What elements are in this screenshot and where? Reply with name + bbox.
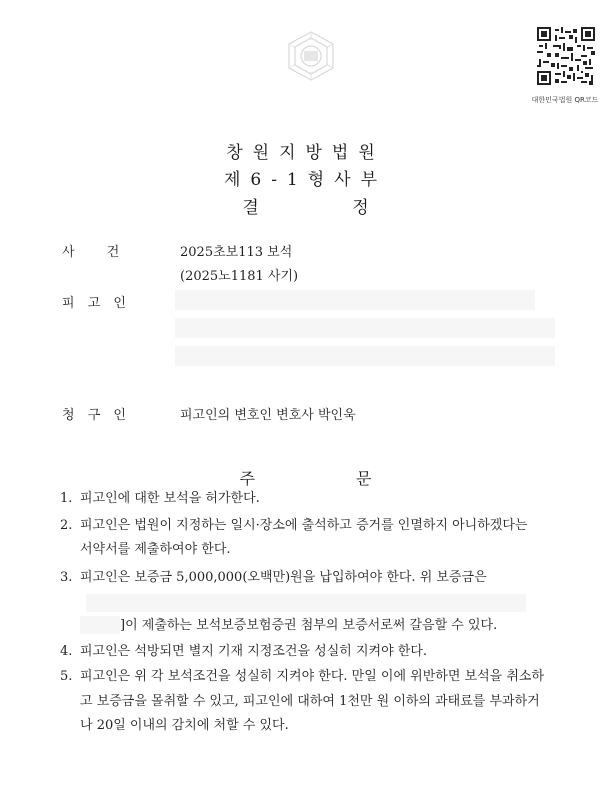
division-name: 제6-1형사부 <box>223 170 388 190</box>
order-item-text: 피고인은 석방되면 별지 기재 지정조건을 성실히 지켜야 한다. <box>80 644 428 659</box>
redacted-defendant-name <box>175 290 535 310</box>
order-item-number: 4. <box>60 644 73 659</box>
order-item-number: 1. <box>60 491 73 506</box>
order-item-text: 피고인에 대한 보석을 허가한다. <box>80 491 260 506</box>
redacted-guarantor-name <box>80 616 120 634</box>
order-item-2-continuation: 서약서를 제출하여야 한다. <box>80 542 231 557</box>
case-label: 사 건 <box>62 245 120 260</box>
court-seal-icon <box>283 28 339 84</box>
redacted-guarantor <box>86 594 526 612</box>
order-item-3-continuation: ]이 제출하는 보석보증보험증권 첨부의 보증서로써 갈음할 수 있다. <box>120 618 498 633</box>
related-case: (2025노1181 사기) <box>180 269 299 284</box>
order-item-3 <box>60 566 487 589</box>
qr-code-icon <box>537 27 595 85</box>
order-item-2 <box>60 514 527 537</box>
applicant-label: 청 구 인 <box>62 408 126 423</box>
order-item-5 <box>60 665 544 688</box>
order-item-text: 피고인은 위 각 보석조건을 성실히 지켜야 한다. 만일 이에 위반하면 보석을 취소하 <box>80 669 545 684</box>
order-item-5-continuation-1: 고 보증금을 몰취할 수 있고, 피고인에 대하여 1천만 원 이하의 과태료를 부과하거 <box>80 694 540 709</box>
court-name: 창원지방법원 <box>226 143 385 163</box>
order-item-text: 피고인은 보증금 5,000,000(오백만)원을 납입하여야 한다. 위 보증금은 <box>80 570 487 585</box>
order-title: 주 문 <box>239 469 420 488</box>
document-type: 결 정 <box>242 198 413 218</box>
defendant-label: 피 고 인 <box>62 296 126 311</box>
order-item-4 <box>60 640 427 663</box>
order-item-text: 피고인은 법원이 지정하는 일시·장소에 출석하고 증거를 인멸하지 아니하겠다는 <box>80 518 528 533</box>
applicant-name: 피고인의 변호인 변호사 박인욱 <box>180 408 356 423</box>
order-item-number: 5. <box>60 669 73 684</box>
redacted-defendant-address <box>175 318 555 338</box>
qr-code-label: 대한민국법원 QR코드 <box>531 96 599 104</box>
order-item-number: 3. <box>60 570 73 585</box>
redacted-defendant-details <box>175 346 555 366</box>
order-item-1 <box>60 487 260 510</box>
order-item-5-continuation-2: 나 20일 이내의 감치에 처할 수 있다. <box>80 718 289 733</box>
case-number: 2025초보113 보석 <box>180 245 293 260</box>
order-item-number: 2. <box>60 518 73 533</box>
